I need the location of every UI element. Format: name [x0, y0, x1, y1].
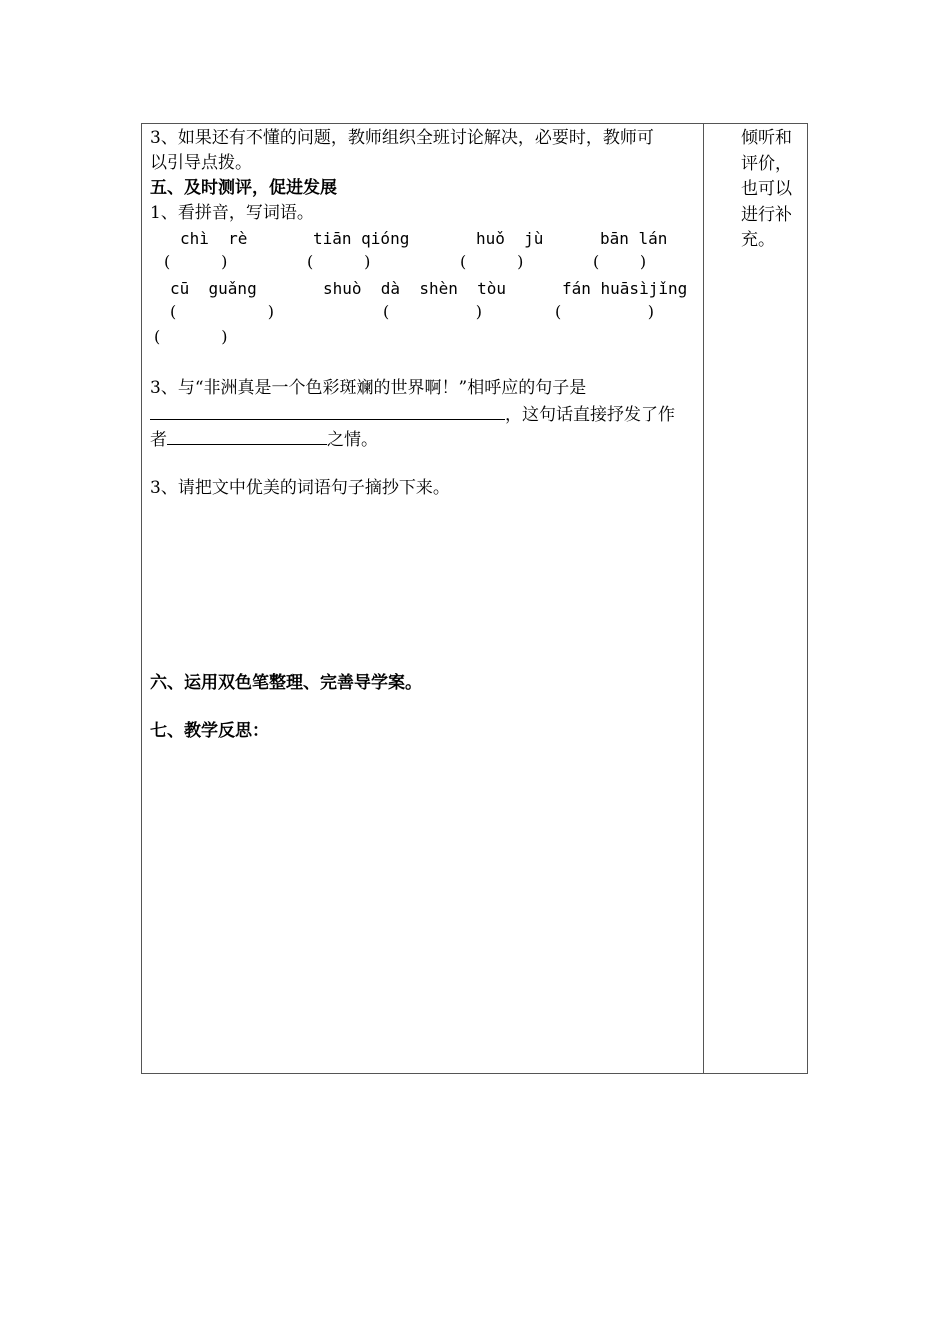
answer-box: ( ) — [164, 252, 228, 271]
answer-box: ( ) — [154, 327, 228, 346]
pinyin-tianqiong: tiān qióng — [313, 229, 410, 248]
answer-box: ( ) — [383, 302, 482, 321]
pinyin-huoju: huǒ jù — [476, 229, 544, 248]
answer-box: ( ) — [460, 252, 524, 271]
fill-blank[interactable] — [150, 401, 505, 420]
pinyin-banlan: bān lán — [600, 229, 668, 248]
question2-line2: ，这句话直接抒发了作 — [150, 401, 675, 429]
question1: 1、看拼音，写词语。 — [150, 203, 314, 223]
answer-box: ( ) — [307, 252, 371, 271]
answer-box: ( ) — [593, 252, 647, 271]
side-line: 也可以 — [741, 179, 792, 199]
question2-line3: 者 之情。 — [150, 426, 378, 454]
side-line: 进行补 — [741, 204, 792, 225]
step3-line1: 3、如果还有不懂的问题，教师组织全班讨论解决，必要时，教师可 — [150, 128, 654, 148]
answer-box: ( ) — [555, 302, 654, 321]
side-column — [741, 126, 803, 254]
pinyin-chire: chì rè — [180, 229, 248, 248]
side-line: 倾听和 — [741, 128, 792, 148]
side-line: 评价， — [741, 153, 792, 174]
step3-line2: 以引导点拨。 — [150, 153, 252, 173]
question2-line1: 3、与“非洲真是一个色彩斑斓的世界啊！”相呼应的句子是 — [150, 378, 587, 398]
section6-heading: 六、运用双色笔整理、完善导学案。 — [150, 673, 422, 693]
column-divider — [703, 123, 704, 1074]
pinyin-fanhuasijing: fán huāsìjǐng — [562, 279, 688, 298]
section5-heading: 五、及时测评，促进发展 — [150, 178, 337, 198]
pinyin-shuodashentou: shuò dà shèn tòu — [323, 279, 507, 298]
fill-blank[interactable] — [167, 426, 327, 445]
section7-heading: 七、教学反思： — [150, 721, 269, 741]
question3: 3、请把文中优美的词语句子摘抄下来。 — [150, 478, 450, 498]
pinyin-cuguang: cū guǎng — [170, 279, 257, 298]
side-line: 充。 — [741, 230, 775, 250]
answer-box: ( ) — [170, 302, 275, 321]
